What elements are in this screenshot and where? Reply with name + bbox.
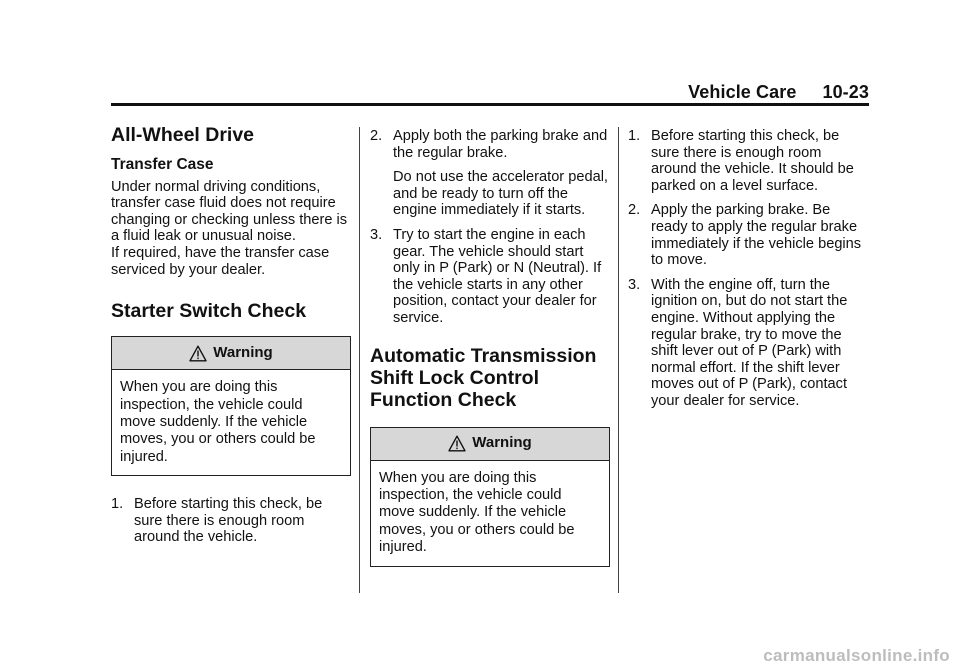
warning-box bbox=[111, 336, 351, 476]
list-item bbox=[628, 128, 870, 194]
step-number: 3. bbox=[370, 226, 383, 243]
header-rule bbox=[111, 103, 869, 106]
step-number: 1. bbox=[111, 496, 124, 513]
step-text: Before starting this check, be sure there is enough room around the vehicle. It should be parked on a level surface. bbox=[651, 128, 854, 194]
step-text: Before starting this check, be sure there is enough room around the vehicle. bbox=[134, 496, 323, 546]
warning-label: Warning bbox=[472, 434, 532, 452]
transfer-case-paragraph-2: If required, have the transfer case serviced by your dealer. bbox=[111, 244, 330, 278]
column-divider bbox=[359, 127, 360, 593]
column-1 bbox=[111, 124, 351, 546]
list-item bbox=[111, 496, 351, 546]
step-text: Try to start the engine in each gear. The vehicle should start only in P (Park) or N (Neutral). If the vehicle starts in any other position, contact your dealer for service. bbox=[393, 226, 602, 326]
list-item bbox=[370, 128, 610, 161]
awd-heading: All-Wheel Drive bbox=[111, 124, 255, 146]
step-text: With the engine off, turn the ignition on, but do not start the engine. Without applying the regular brake, try to move the shift lever out of P (Park) with normal effort. If the shift lever moves out of P (Park), contact your dealer for service. bbox=[651, 276, 848, 409]
warning-header bbox=[112, 337, 350, 370]
transfer-case-heading: Transfer Case bbox=[111, 156, 214, 173]
warning-box bbox=[370, 427, 610, 567]
transfer-case-paragraph: Under normal driving conditions, transfer case fluid does not require changing or checking unless there is a fluid leak or unusual noise. bbox=[111, 178, 348, 245]
column-divider bbox=[618, 127, 619, 593]
header-section-title: Vehicle Care bbox=[688, 82, 797, 102]
warning-text: When you are doing this inspection, the vehicle could move suddenly. If the vehicle moves, you or others could be injured. bbox=[120, 379, 316, 465]
step-text: Apply both the parking brake and the regular brake. bbox=[393, 128, 608, 161]
step-number: 1. bbox=[628, 128, 641, 144]
column-3 bbox=[628, 124, 870, 410]
list-item bbox=[370, 227, 610, 327]
list-item bbox=[628, 277, 870, 410]
starter-switch-heading: Starter Switch Check bbox=[111, 300, 307, 323]
watermark: carmanualsonline.info bbox=[763, 646, 950, 665]
warning-label: Warning bbox=[213, 343, 273, 361]
warning-triangle-icon bbox=[448, 435, 466, 452]
step-number: 2. bbox=[628, 202, 641, 219]
header-page-number: 10-23 bbox=[822, 82, 869, 102]
page-header bbox=[688, 82, 869, 103]
step-number: 2. bbox=[370, 128, 383, 144]
column-2 bbox=[370, 124, 610, 567]
shift-lock-heading: Automatic Transmission Shift Lock Control Function Check bbox=[370, 344, 597, 411]
step-note: Do not use the accelerator pedal, and be ready to turn off the engine immediately if it starts. bbox=[393, 169, 608, 219]
warning-header bbox=[371, 428, 609, 461]
warning-text: When you are doing this inspection, the vehicle could move suddenly. If the vehicle moves, you or others could be injured. bbox=[379, 469, 575, 556]
warning-triangle-icon bbox=[189, 345, 207, 362]
step-text: Apply the parking brake. Be ready to apply the regular brake immediately if the vehicle begins to move. bbox=[651, 202, 862, 269]
list-item bbox=[628, 202, 870, 268]
step-number: 3. bbox=[628, 276, 641, 293]
